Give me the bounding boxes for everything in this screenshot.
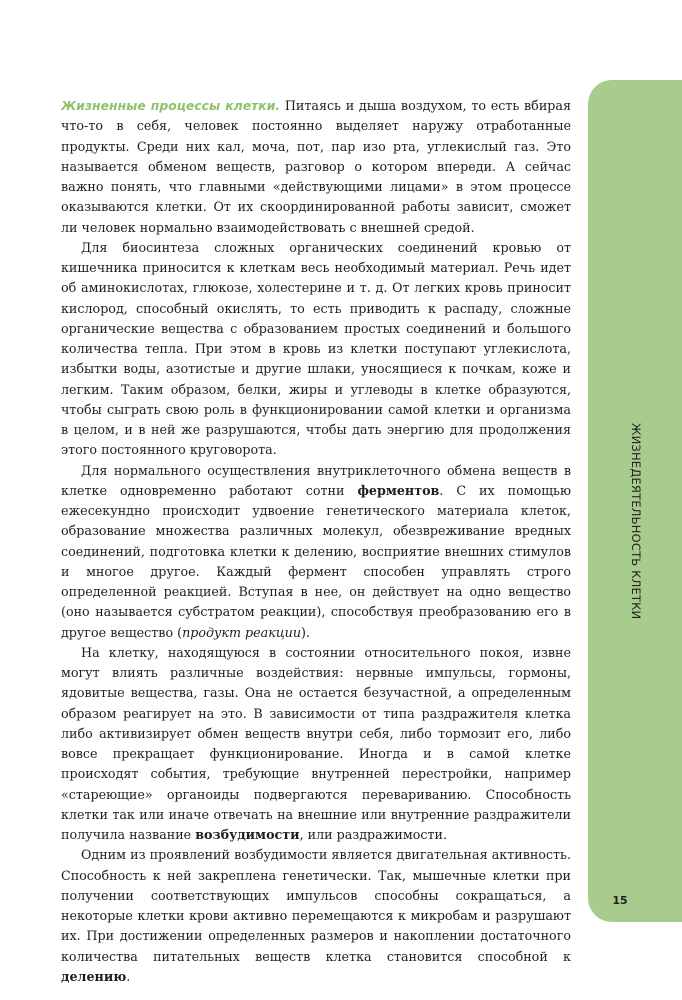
paragraph-4-text-b: , или раздражимости.	[299, 827, 447, 842]
term-reaction-product: продукт реакции	[182, 624, 302, 640]
paragraph-3-text-a: Для нормального осуществления внутриклеточного обмена веществ в клетке одновременно работают сотни	[61, 462, 571, 498]
paragraph-4-text-a: На клетку, находящуюся в состоянии относительного покоя, извне могут влиять различные воздействия: нервные импульсы, гормоны, ядовитые вещества, газы. Она не остается безучастной, а определенным образом реагирует на это. В зависимости от типа раздражителя клетка либо активизирует обмен веществ внутри себя, либо тормозит его, либо вовсе прекращает функционирование. Иногда и в самой клетке происходят события, требующие внутренней перестройки, например «стареющие» органоиды подвергаются перевариванию. Способность клетки так или иначе отвечать на внешние или внутренние раздражители получила название	[61, 644, 571, 842]
term-excitability: возбудимости	[195, 827, 300, 842]
paragraph-3	[61, 461, 571, 643]
term-division: делению	[61, 968, 127, 984]
paragraph-1-text: Питаясь и дыша воздухом, то есть вбирая что-то в себя, человек постоянно выделяет наружу отработанные продукты. Среди них кал, моча, пот, пар изо рта, углекислый газ. Это называется обменом веществ, разговор о котором впереди. А сейчас важно понять, что главными «действующими лицами» в этом процессе оказываются клетки. От их скоординированной работы зависит, сможет ли человек нормально взаимодействовать с внешней средой.	[61, 98, 571, 235]
chapter-side-title: ЖИЗНЕДЕЯТЕЛЬНОСТЬ КЛЕТКИ	[629, 422, 643, 620]
paragraph-5	[61, 845, 571, 987]
paragraph-2: Для биосинтеза сложных органических соединений кровью от кишечника приносится к клеткам весь необходимый материал. Речь идет об аминокислотах, глюкозе, холестерине и т. д. От легких кровь приносит кислород, способный окислять, то есть приводить к распаду, сложные органические вещества с образованием простых соединений и большого количества тепла. При этом в кровь из клетки поступают углекислота, избытки воды, азотистые и другие шлаки, уносящиеся к почкам, коже и легким. Таким образом, белки, жиры и углеводы в клетке образуются, чтобы сыграть свою роль в функционировании самой клетки и организма в целом, и в ней же разрушаются, чтобы дать энергию для продолжения этого постоянного круговорота.	[61, 239, 571, 458]
page-number: 15	[612, 894, 628, 907]
text-column	[61, 96, 571, 987]
term-enzymes: ферментов	[357, 482, 440, 498]
paragraph-3-text-c: ).	[301, 624, 311, 640]
paragraph-5-text-a: Одним из проявлений возбудимости является двигательная активность. Способность к ней закреплена генетически. Так, мышечные клетки при получении соответствующих импульсов способны сокращаться, а некоторые клетки крови активно перемещаются к микробам и разрушают их. При достижении определенных размеров и накоплении достаточного количества питательных веществ клетка становится способной к	[61, 847, 571, 964]
paragraph-4	[61, 643, 571, 846]
paragraph-3-text-b: . С их помощью ежесекундно происходит удвоение генетического материала клеток, образование множества различных молекул, обезвреживание вредных соединений, подготовка клетки к делению, восприятие внешних стимулов и многое другое. Каждый фермент способен управлять строго определенной реакцией. Вступая в нее, он действует на одно вещество (оно называется субстратом реакции), способствуя преобразованию его в другое вещество (	[61, 482, 571, 640]
section-title: Жизненные процессы клетки.	[61, 98, 281, 113]
paragraph-1	[61, 96, 571, 238]
paragraph-5-text-b: .	[126, 968, 131, 984]
